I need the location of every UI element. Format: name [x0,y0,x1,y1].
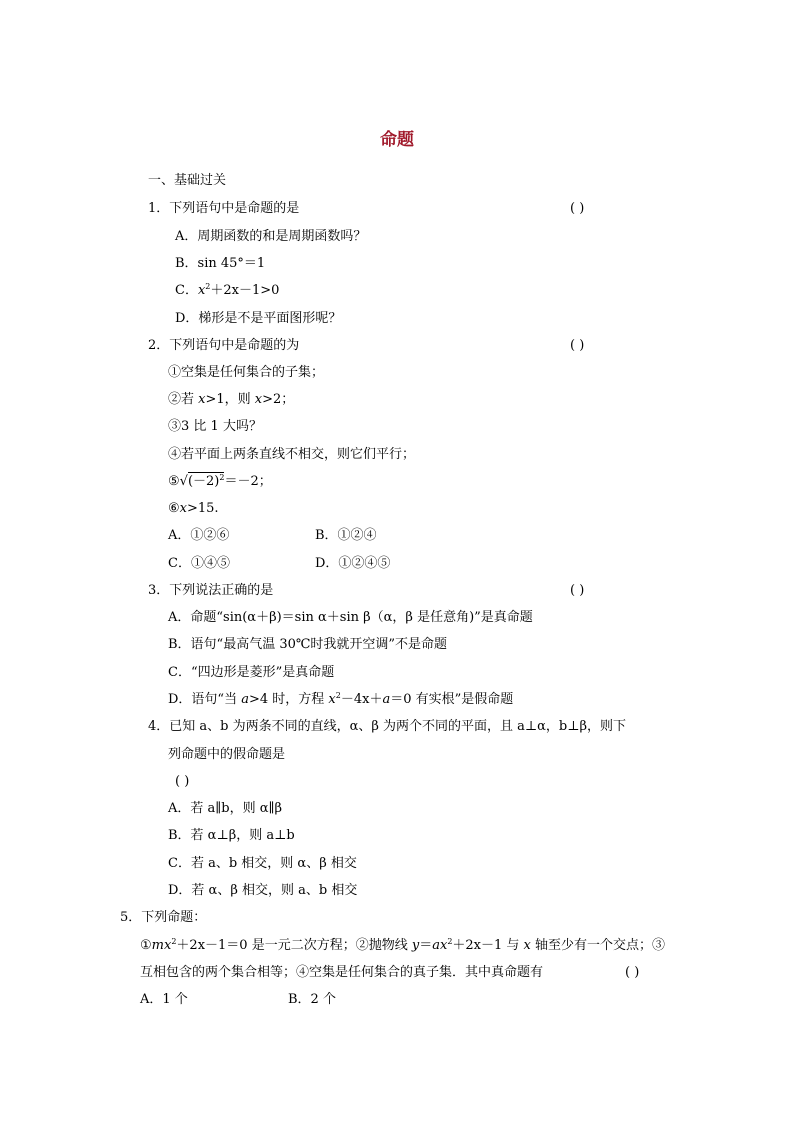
q4-blank: ( ) [175,774,190,789]
q4-stem-line-2: 列命题中的假命题是 [168,747,286,762]
q2-statement-1: ①空集是任何集合的子集； [168,365,325,380]
q5-statements-line-1: $①mx^2+2x-1=0$ 是一元二次方程；②抛物线 $y=ax^2+2x-1$ 与 x 轴至少有一个交点；③ [140,937,666,953]
q2-statement-2: ②若 x>1，则 x>2； [168,392,295,407]
q4-option-d: D．若 α、β 相交，则 a、b 相交 [168,883,358,898]
q3-blank: ( ) [570,583,585,598]
q4-option-b: B．若 α⊥β，则 a⊥b [168,828,295,843]
q3-option-a: A．命题“sin(α＋β)＝sin α＋sin β（α，β 是任意角)”是真命题 [168,610,533,625]
q2-statement-5: $⑤√(-2)^2=-2$； [168,473,272,489]
q2-option-a: A．①②⑥ [168,528,230,543]
q3-option-d: D．语句“当 a>4 时，方程 $x^2-4x+a=0$ 有实根”是假命题 [168,691,514,707]
q1-blank: ( ) [570,201,585,216]
q1-option-a: A．周期函数的和是周期函数吗？ [175,229,367,244]
q1-option-c: C．$x^2+2x-1>0$ [175,282,280,298]
page-title: 命题 [380,130,414,150]
sqrt-symbol: $√(-2)^2$ [179,473,225,489]
q3-option-c: C．“四边形是菱形”是真命题 [168,665,335,680]
q4-stem-line-1: 4．已知 a、b 为两条不同的直线，α、β 为两个不同的平面，且 a⊥α，b⊥β，则下 [148,719,626,734]
section-heading: 一、基础过关 [148,173,227,188]
q5-statements-line-2: 互相包含的两个集合相等；④空集是任何集合的真子集．其中真命题有 [140,965,544,980]
q1-option-b: B．sin 45°＝1 [175,256,266,271]
q3-option-b: B．语句“最高气温 30℃时我就开空调”不是命题 [168,637,448,652]
q2-option-d: D．①②④⑤ [315,556,391,571]
q1-option-d: D．梯形是不是平面图形呢？ [175,311,342,326]
q5-stem: 5．下列命题： [120,910,207,925]
q2-statement-4: ④若平面上两条直线不相交，则它们平行； [168,447,416,462]
q5-option-b: B．2 个 [288,992,336,1007]
q4-option-c: C．若 a、b 相交，则 α、β 相交 [168,856,357,871]
q4-option-a: A．若 a∥b，则 α∥β [168,801,283,816]
q2-option-b: B．①②④ [315,528,377,543]
q1-stem: 1．下列语句中是命题的是 [148,201,300,216]
q3-stem: 3．下列说法正确的是 [148,583,274,598]
q2-stem: 2．下列语句中是命题的为 [148,338,300,353]
q5-option-a: A．1 个 [140,992,188,1007]
q2-blank: ( ) [570,338,585,353]
q2-statement-6: ⑥x>15. [168,501,219,516]
q2-statement-3: ③3 比 1 大吗？ [168,419,262,434]
q5-blank: ( ) [625,965,640,980]
q2-option-c: C．①④⑤ [168,556,230,571]
